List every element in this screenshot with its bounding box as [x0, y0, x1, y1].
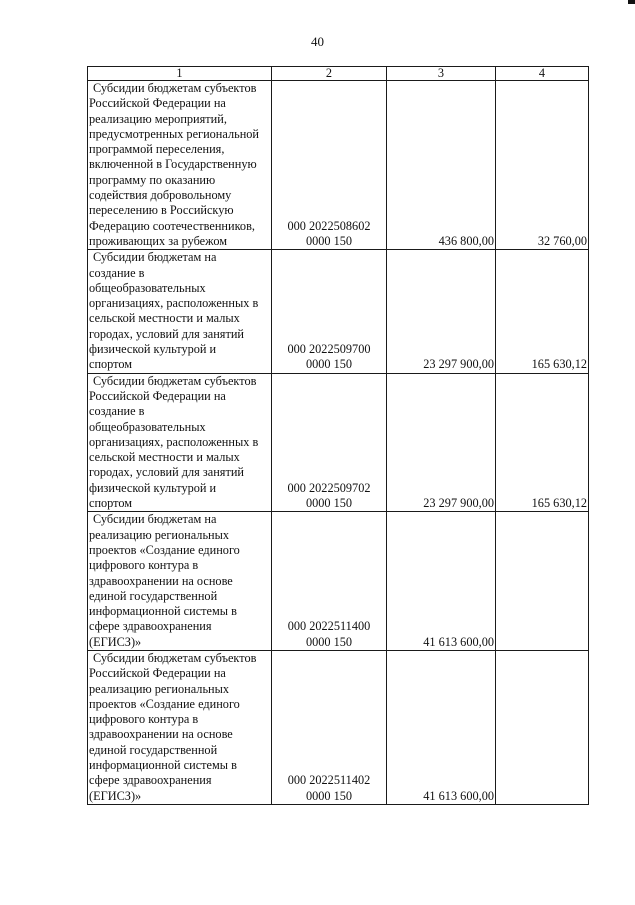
row-description-cell	[88, 250, 272, 373]
table-row	[88, 373, 589, 512]
row-description-cell	[88, 81, 272, 250]
column-header-3: 3	[387, 67, 496, 81]
page-number: 40	[311, 34, 324, 49]
budget-table	[87, 66, 589, 805]
row-amount2-cell: 165 630,12	[496, 250, 589, 373]
row-amount-cell: 23 297 900,00	[387, 250, 496, 373]
table-row	[88, 250, 589, 373]
table-row	[88, 81, 589, 250]
row-description-cell	[88, 512, 272, 651]
row-budget-code: 000 2022511400 0000 150	[287, 619, 371, 649]
table-header-row	[88, 67, 589, 81]
table-row	[88, 650, 589, 804]
row-amount-cell: 41 613 600,00	[387, 650, 496, 804]
row-code-cell	[272, 650, 387, 804]
row-budget-code: 000 2022511402 0000 150	[287, 773, 371, 803]
column-header-4: 4	[496, 67, 589, 81]
row-budget-code: 000 2022509700 0000 150	[287, 342, 371, 372]
table-row	[88, 512, 589, 651]
row-description: Субсидии бюджетам субъектов Российской Федерации на реализацию мероприятий, предусмотренных региональной программой переселения, включенной в Государственную программу по оказанию содействия добровольному переселению в Российскую Федерацию соотечественников, проживающих за рубежом	[89, 81, 260, 248]
row-code-cell	[272, 373, 387, 512]
row-description-cell	[88, 650, 272, 804]
row-amount2-cell	[496, 512, 589, 651]
row-description: Субсидии бюджетам субъектов Российской Федерации на создание в общеобразовательных организациях, расположенных в сельской местности и малых городах, условий для занятий физической культурой и спортом	[89, 373, 259, 511]
row-code-cell	[272, 250, 387, 373]
column-header-2: 2	[272, 67, 387, 81]
row-code-cell	[272, 81, 387, 250]
row-amount-cell: 41 613 600,00	[387, 512, 496, 651]
row-description-cell	[88, 373, 272, 512]
row-amount2-cell: 32 760,00	[496, 81, 589, 250]
row-code-cell	[272, 512, 387, 651]
row-amount-cell: 23 297 900,00	[387, 373, 496, 512]
row-description: Субсидии бюджетам на реализацию региональных проектов «Создание единого цифрового контура в здравоохранении на основе единой государственной информационной системы в сфере здравоохранения (ЕГИСЗ)»	[89, 512, 240, 649]
row-amount2-cell: 165 630,12	[496, 373, 589, 512]
row-amount2-cell	[496, 650, 589, 804]
row-amount-cell: 436 800,00	[387, 81, 496, 250]
row-budget-code: 000 2022509702 0000 150	[287, 480, 371, 511]
row-budget-code: 000 2022508602 0000 150	[287, 218, 371, 248]
row-description: Субсидии бюджетам субъектов Российской Федерации на реализацию региональных проектов «Создание единого цифрового контура в здравоохранении на основе единой государственной информационной системы в сфере здравоохранения (ЕГИСЗ)»	[89, 650, 257, 803]
scan-corner-mark	[628, 0, 635, 4]
column-header-1: 1	[88, 67, 272, 81]
row-description: Субсидии бюджетам на создание в общеобразовательных организациях, расположенных в сельской местности и малых городах, условий для занятий физической культурой и спортом	[89, 250, 259, 372]
